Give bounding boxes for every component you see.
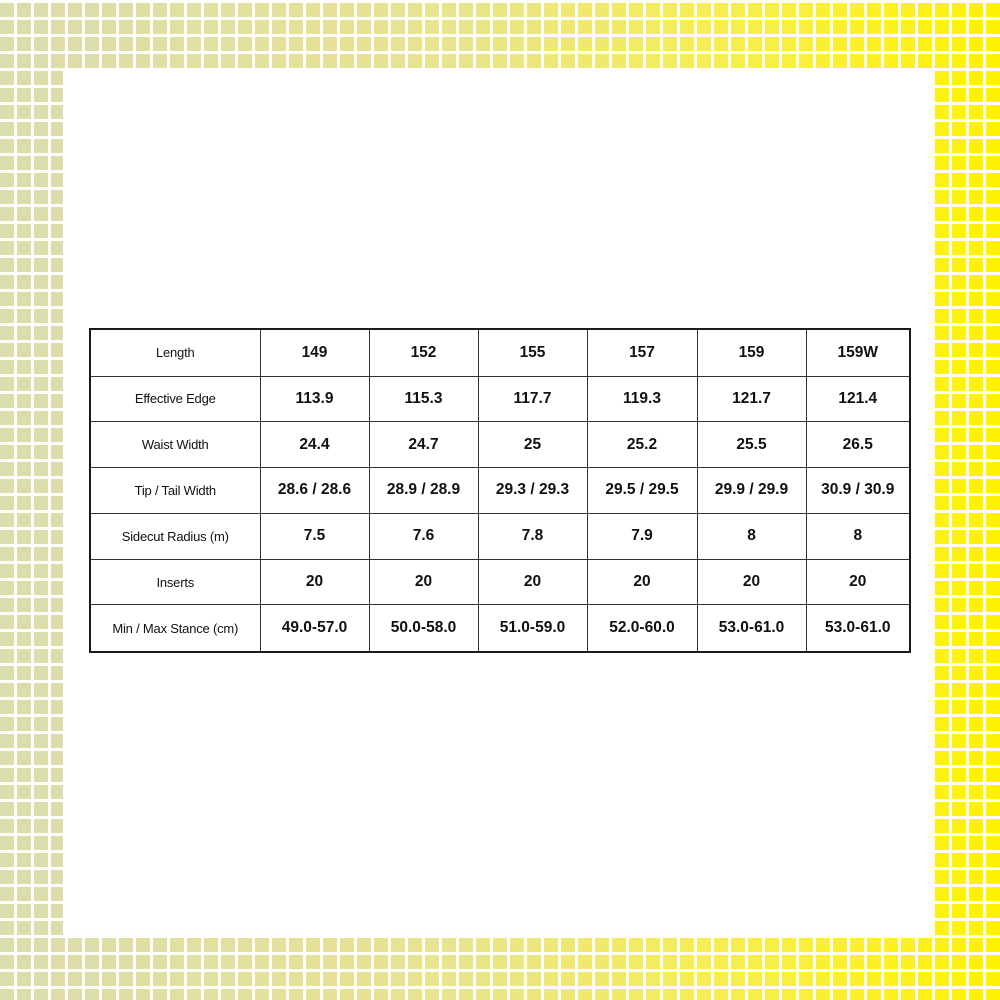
- table-cell: 121.7: [697, 376, 806, 422]
- table-cell: 20: [806, 559, 910, 605]
- table-cell: 28.9 / 28.9: [369, 468, 478, 514]
- table-cell: 25.5: [697, 422, 806, 468]
- table-cell: 20: [478, 559, 587, 605]
- table-row-min-max-stance: [90, 605, 910, 652]
- row-label: Effective Edge: [90, 376, 260, 422]
- table-cell: 20: [260, 559, 369, 605]
- table-row-waist-width: [90, 422, 910, 468]
- table-cell: 152: [369, 329, 478, 376]
- table-cell: 29.3 / 29.3: [478, 468, 587, 514]
- table-cell: 7.6: [369, 513, 478, 559]
- table-cell: 25.2: [587, 422, 697, 468]
- table-cell: 155: [478, 329, 587, 376]
- table-row-inserts: [90, 559, 910, 605]
- table-cell: 28.6 / 28.6: [260, 468, 369, 514]
- row-label: Tip / Tail Width: [90, 468, 260, 514]
- table-cell: 157: [587, 329, 697, 376]
- table-cell: 7.8: [478, 513, 587, 559]
- table-cell: 24.7: [369, 422, 478, 468]
- row-label: Inserts: [90, 559, 260, 605]
- table-cell: 51.0-59.0: [478, 605, 587, 652]
- table-cell: 8: [697, 513, 806, 559]
- spec-table: [89, 328, 911, 653]
- table-cell: 26.5: [806, 422, 910, 468]
- table-cell: 117.7: [478, 376, 587, 422]
- table-cell: 159: [697, 329, 806, 376]
- table-cell: 20: [697, 559, 806, 605]
- row-label: Min / Max Stance (cm): [90, 605, 260, 652]
- table-cell: 53.0-61.0: [806, 605, 910, 652]
- table-cell: 115.3: [369, 376, 478, 422]
- table-cell: 25: [478, 422, 587, 468]
- table-row-effective-edge: [90, 376, 910, 422]
- table-cell: 24.4: [260, 422, 369, 468]
- table-row-tip-tail-width: [90, 468, 910, 514]
- table-cell: 119.3: [587, 376, 697, 422]
- row-label: Length: [90, 329, 260, 376]
- table-cell: 159W: [806, 329, 910, 376]
- table-cell: 149: [260, 329, 369, 376]
- table-cell: 52.0-60.0: [587, 605, 697, 652]
- table-cell: 113.9: [260, 376, 369, 422]
- table-cell: 53.0-61.0: [697, 605, 806, 652]
- table-cell: 49.0-57.0: [260, 605, 369, 652]
- table-row-length: [90, 329, 910, 376]
- row-label: Waist Width: [90, 422, 260, 468]
- table-cell: 50.0-58.0: [369, 605, 478, 652]
- table-row-sidecut-radius: [90, 513, 910, 559]
- table-cell: 7.9: [587, 513, 697, 559]
- table-cell: 29.9 / 29.9: [697, 468, 806, 514]
- table-cell: 30.9 / 30.9: [806, 468, 910, 514]
- table-cell: 121.4: [806, 376, 910, 422]
- table-cell: 7.5: [260, 513, 369, 559]
- row-label: Sidecut Radius (m): [90, 513, 260, 559]
- table-cell: 8: [806, 513, 910, 559]
- table-cell: 29.5 / 29.5: [587, 468, 697, 514]
- content-panel: [63, 71, 933, 935]
- table-cell: 20: [369, 559, 478, 605]
- table-cell: 20: [587, 559, 697, 605]
